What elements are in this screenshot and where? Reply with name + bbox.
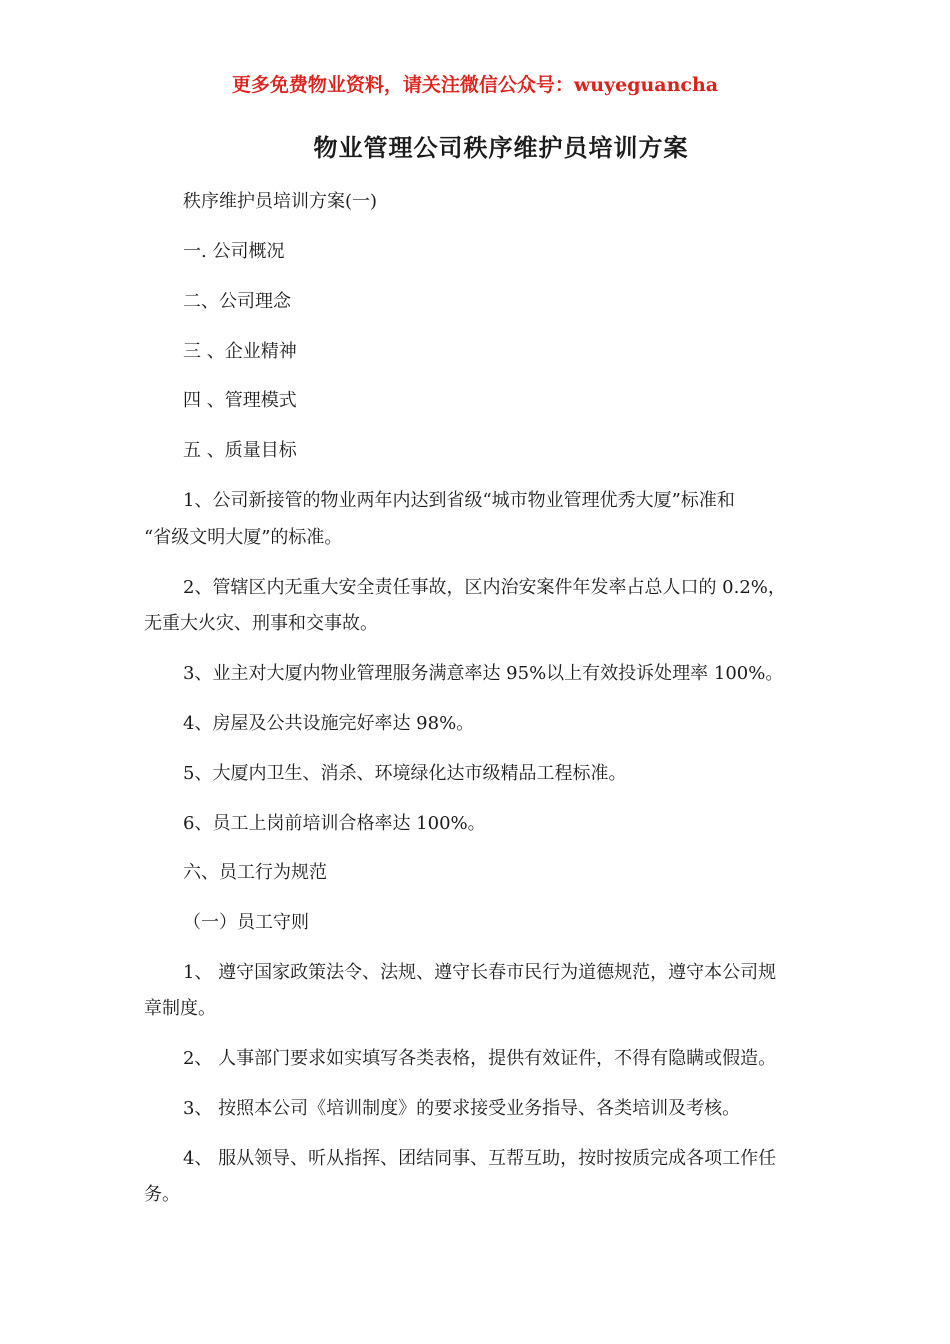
promo-banner: 更多免费物业资料，请关注微信公众号：wuyeguancha [231, 74, 719, 96]
section-heading: 二、公司理念 [183, 291, 291, 312]
paragraph-line: 5、大厦内卫生、消杀、环境绿化达市级精品工程标准。 [183, 763, 627, 784]
paragraph-line: 章制度。 [144, 998, 216, 1019]
paragraph-line: 1、 遵守国家政策法令、法规、遵守长春市民行为道德规范，遵守本公司规 [183, 962, 777, 983]
paragraph-line: 4、 服从领导、听从指挥、团结同事、互帮互助，按时按质完成各项工作任 [183, 1148, 777, 1169]
paragraph-line: 无重大火灾、刑事和交事故。 [144, 613, 378, 634]
paragraph-line: 6、员工上岗前培训合格率达 100%。 [183, 813, 486, 834]
paragraph-line: 4、房屋及公共设施完好率达 98%。 [183, 713, 475, 734]
document-title: 物业管理公司秩序维护员培训方案 [313, 133, 689, 162]
section-heading: 秩序维护员培训方案(一) [183, 191, 378, 212]
paragraph-line: 3、业主对大厦内物业管理服务满意率达 95%以上有效投诉处理率 100%。 [183, 663, 784, 684]
section-heading: 五 、质量目标 [183, 440, 297, 461]
paragraph-line: 务。 [144, 1184, 180, 1205]
paragraph-line: “省级文明大厦”的标准。 [144, 527, 343, 548]
section-heading: 四 、管理模式 [183, 390, 297, 411]
paragraph-line: 1、公司新接管的物业两年内达到省级“城市物业管理优秀大厦”标准和 [183, 490, 735, 511]
subsection-heading: （一）员工守则 [183, 912, 309, 933]
section-heading: 三 、企业精神 [183, 341, 297, 362]
paragraph-line: 2、管辖区内无重大安全责任事故，区内治安案件年发率占总人口的 0.2%， [183, 577, 786, 598]
paragraph-line: 2、 人事部门要求如实填写各类表格，提供有效证件，不得有隐瞒或假造。 [183, 1048, 777, 1069]
section-heading: 一. 公司概况 [183, 241, 285, 262]
section-heading: 六、员工行为规范 [183, 862, 327, 883]
paragraph-line: 3、 按照本公司《培训制度》的要求接受业务指导、各类培训及考核。 [183, 1098, 741, 1119]
